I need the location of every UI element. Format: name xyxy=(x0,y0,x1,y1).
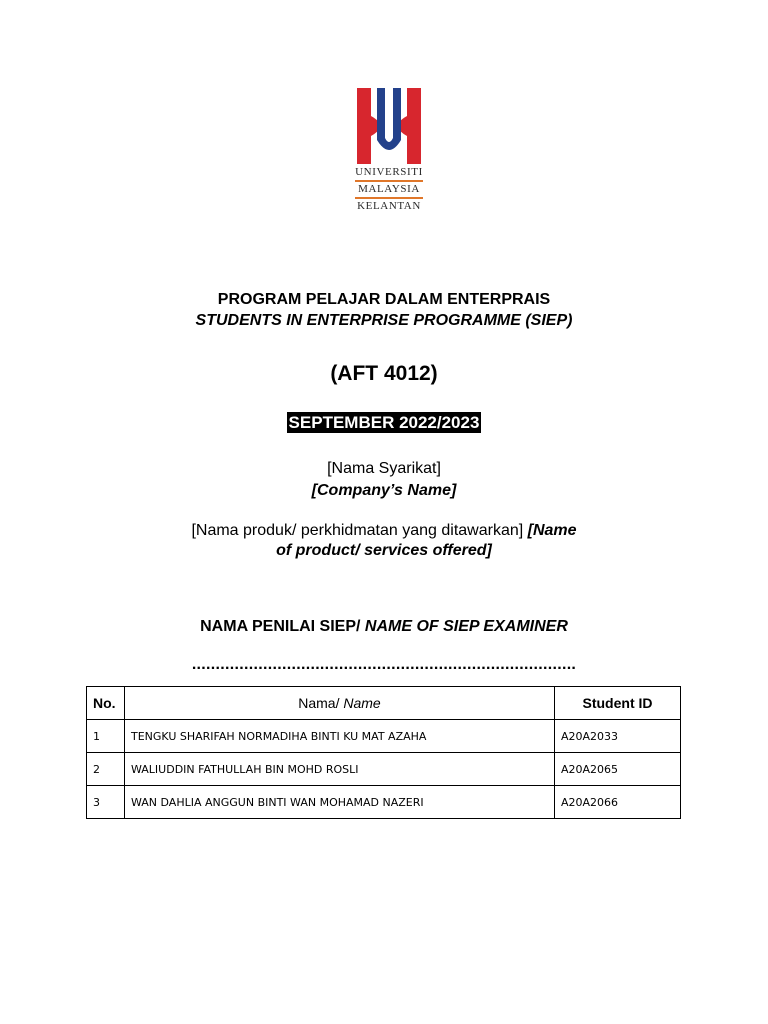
header-no: No. xyxy=(87,687,125,720)
header-name-ms: Nama/ xyxy=(298,695,340,711)
course-code: (AFT 4012) xyxy=(330,362,438,385)
header-name-en: Name xyxy=(343,695,381,711)
product-ms: [Nama produk/ perkhidmatan yang ditawarkan] xyxy=(191,522,524,539)
university-logo xyxy=(353,86,425,213)
row-no: 3 xyxy=(87,786,125,819)
header-student-id: Student ID xyxy=(555,687,681,720)
table-row xyxy=(87,720,681,753)
company-name-ms: [Nama Syarikat] xyxy=(327,460,441,477)
umk-logo-mark-icon xyxy=(353,86,425,166)
student-table xyxy=(86,686,681,819)
session-text: SEPTEMBER 2022/2023 xyxy=(288,413,480,432)
row-name: WALIUDDIN FATHULLAH BIN MOHD ROSLI xyxy=(125,753,555,786)
table-header-row xyxy=(87,687,681,720)
row-name: TENGKU SHARIFAH NORMADIHA BINTI KU MAT AZAHA xyxy=(125,720,555,753)
product-en-part2: of product/ services offered] xyxy=(276,542,492,559)
row-student-id: A20A2033 xyxy=(555,720,681,753)
examiner-label-ms: NAMA PENILAI SIEP/ xyxy=(200,618,361,635)
table-row xyxy=(87,753,681,786)
programme-title-ms: PROGRAM PELAJAR DALAM ENTERPRAIS xyxy=(217,291,551,308)
table-row xyxy=(87,786,681,819)
logo-text-universiti: UNIVERSITI xyxy=(355,166,423,178)
session-banner xyxy=(0,413,768,433)
programme-title-en: STUDENTS IN ENTERPRISE PROGRAMME (SIEP) xyxy=(195,312,573,329)
row-name: WAN DAHLIA ANGGUN BINTI WAN MOHAMAD NAZERI xyxy=(125,786,555,819)
row-no: 1 xyxy=(87,720,125,753)
examiner-signature-line: ................................................................................. xyxy=(191,656,577,673)
logo-text-malaysia: MALAYSIA xyxy=(358,183,420,195)
product-en-part1: [Name xyxy=(527,522,577,539)
logo-text-kelantan: KELANTAN xyxy=(357,200,421,212)
company-name-en: [Company’s Name] xyxy=(311,482,457,499)
product-description xyxy=(0,521,768,561)
examiner-heading xyxy=(0,618,768,636)
examiner-label-en: NAME OF SIEP EXAMINER xyxy=(364,618,568,635)
row-no: 2 xyxy=(87,753,125,786)
row-student-id: A20A2066 xyxy=(555,786,681,819)
header-name xyxy=(125,687,555,720)
row-student-id: A20A2065 xyxy=(555,753,681,786)
